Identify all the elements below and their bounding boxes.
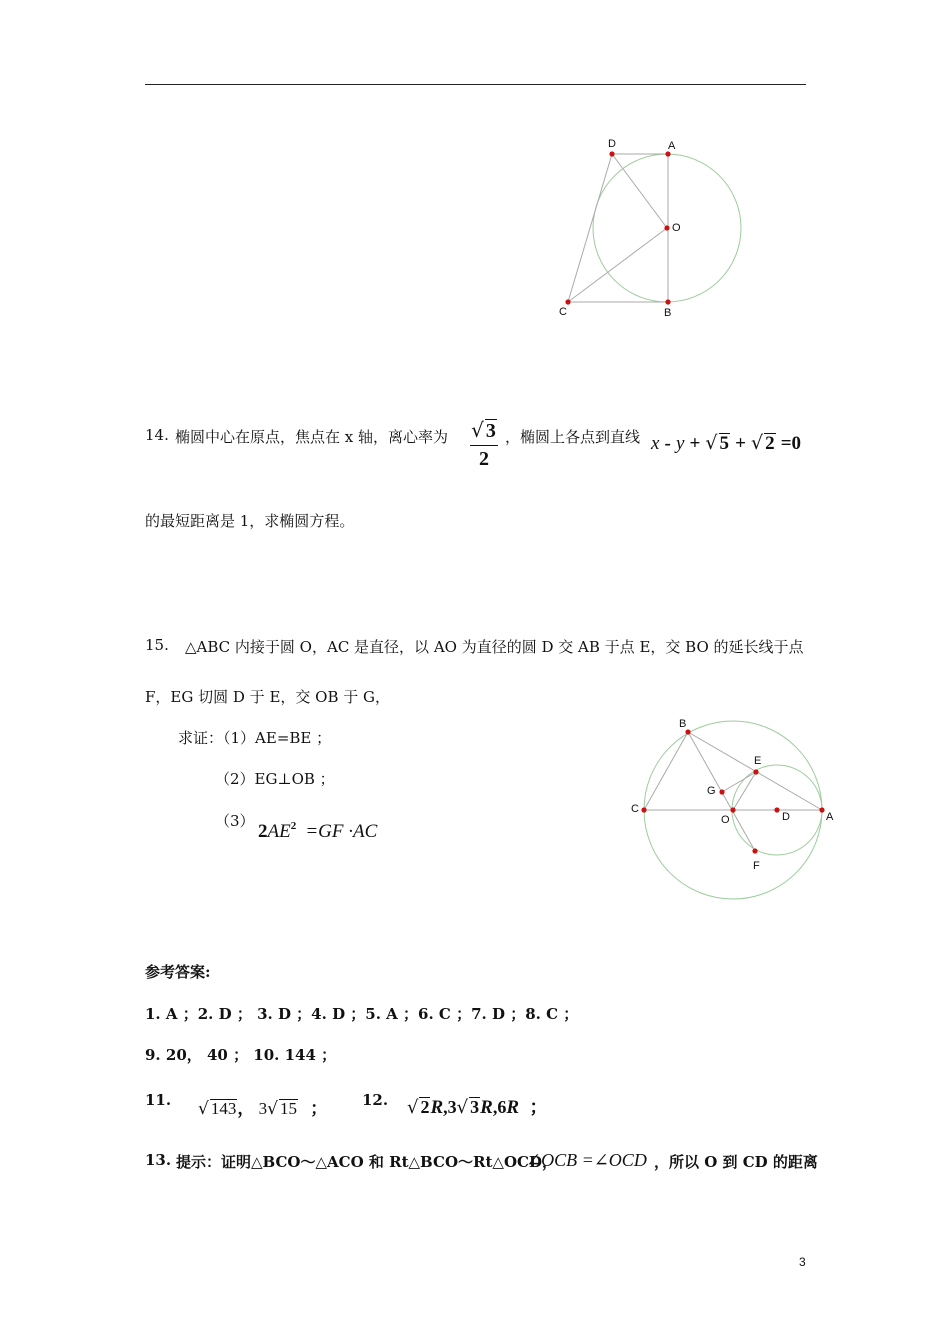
point-b2: [685, 729, 690, 734]
answer-12-label: 12.: [362, 1091, 389, 1109]
q15-number: 15.: [145, 636, 169, 654]
label-c2: C: [631, 803, 639, 815]
answer-11-values: √ 143， 3√ 15 ；: [198, 1099, 328, 1119]
point-o: [664, 225, 669, 230]
answer-13-label: 13.: [145, 1151, 172, 1169]
label-f2: F: [753, 860, 760, 872]
q15-item3-formula: $2AE^2 =GF \cdot AC$: [258, 820, 378, 842]
answers-row2: 9. 20， 40 ； 10. 144 ；: [145, 1046, 337, 1064]
q14-text-a: 椭圆中心在原点，焦点在 x 轴，离心率为: [175, 428, 448, 446]
label-e2: E: [754, 755, 762, 767]
q14-ecc-den: 2: [479, 448, 489, 470]
figure-inscribed-triangle: [625, 712, 840, 902]
q14-eccentricity-fraction: √ 3 2: [470, 418, 498, 471]
q15-item2: （2）EG⊥OB ；: [215, 770, 335, 788]
label-b2: B: [679, 718, 687, 730]
point-f2: [752, 848, 757, 853]
q14-number: 14.: [145, 426, 169, 444]
q14-ecc-num: 3: [485, 420, 496, 442]
q15-item3-label: （3）: [215, 812, 255, 830]
point-o2: [730, 807, 735, 812]
q15-prove-label: 求证：（1）AE=BE ；: [178, 729, 332, 747]
q14-text-c: 的最短距离是 1，求椭圆方程。: [145, 512, 355, 530]
point-a2: [819, 807, 824, 812]
answer-11-label: 11.: [145, 1091, 172, 1109]
label-g2: G: [707, 785, 716, 797]
point-b: [665, 299, 670, 304]
label-b: B: [664, 307, 672, 319]
answer-13-math: ∠OCB =∠OCD: [526, 1150, 647, 1170]
label-o2: O: [721, 814, 730, 826]
q15-line2: F，EG 切圆 D 于 E，交 OB 于 G，: [145, 688, 390, 706]
point-d: [609, 151, 614, 156]
label-d: D: [608, 138, 616, 150]
label-o: O: [672, 222, 681, 234]
point-d2: [774, 807, 779, 812]
answers-heading: 参考答案:: [145, 963, 211, 981]
label-c: C: [559, 306, 567, 318]
answer-12-values: √ 2R,3√ 3R,6R ；: [407, 1097, 548, 1118]
point-e2: [753, 769, 758, 774]
page-number: 3: [799, 1255, 806, 1269]
point-a: [665, 151, 670, 156]
answers-row1: 1. A ；2. D ； 3. D ；4. D ；5. A ；6. C ；7. D ；8. C ；: [145, 1005, 579, 1023]
label-a: A: [668, 140, 676, 152]
answer-13-tail: ，所以 O 到 CD 的距离: [654, 1153, 818, 1171]
label-d2: D: [782, 811, 790, 823]
point-g2: [719, 789, 724, 794]
q14-line-equation: x - y + √ 5 + √ 2 =0: [651, 432, 802, 454]
point-c: [565, 299, 570, 304]
figure-circle-tangent: [550, 130, 750, 325]
answer-13-text: 提示：证明△BCO～△ACO 和 Rt△BCO～Rt△OCD，: [176, 1153, 557, 1171]
point-c2: [641, 807, 646, 812]
q15-line1: △ABC 内接于圆 O，AC 是直径，以 AO 为直径的圆 D 交 AB 于点 E，交 BO 的延长线于点: [185, 638, 804, 656]
header-rule: [145, 84, 806, 85]
q14-text-b: ，椭圆上各点到直线: [505, 428, 641, 446]
label-a2: A: [826, 811, 834, 823]
